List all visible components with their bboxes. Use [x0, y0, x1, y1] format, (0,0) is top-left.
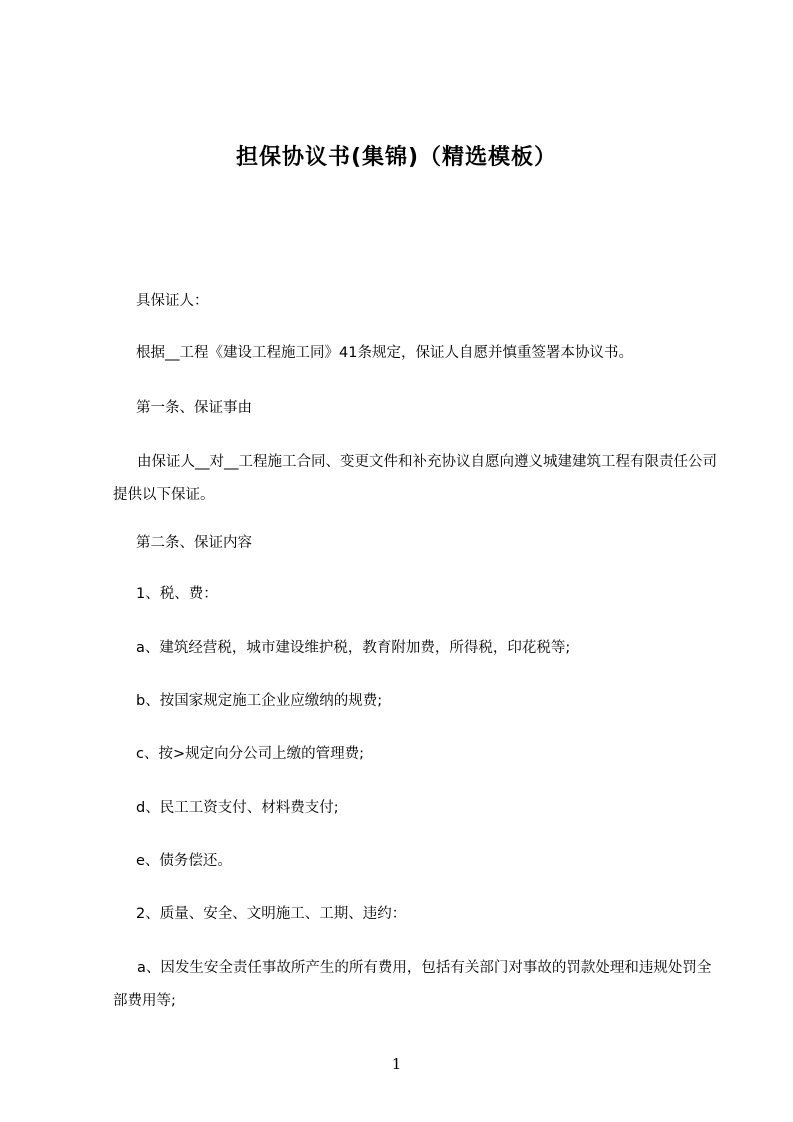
paragraph-guarantor: 具保证人： [136, 293, 209, 309]
heading-article-2: 第二条、保证内容 [136, 535, 252, 551]
list-item-a-accident-costs: a、因发生安全责任事故所产生的所有费用，包括有关部门对事故的罚款处理和违规处罚全部费用等; [113, 960, 712, 1009]
list-item-b-fees: b、按国家规定施工企业应缴纳的规费; [136, 693, 383, 709]
page-number: 1 [391, 1055, 402, 1073]
list-item-taxes-fees: 1、税、费： [136, 586, 218, 602]
list-item-quality-safety: 2、质量、安全、文明施工、工期、违约： [136, 906, 407, 922]
heading-article-1: 第一条、保证事由 [136, 400, 252, 416]
paragraph-basis: 根据__工程《建设工程施工同》41条规定，保证人自愿并慎重签署本协议书。 [136, 345, 633, 361]
paragraph-article-1-body: 由保证人__对__工程施工合同、变更文件和补充协议自愿向遵义城建建筑工程有限责任公司提供以下保证。 [113, 454, 717, 503]
document-title: 担保协议书(集锦)（精选模板） [235, 145, 558, 170]
list-item-c-management-fee: c、按>规定向分公司上缴的管理费; [136, 746, 365, 762]
list-item-e-debt: e、债务偿还。 [136, 853, 232, 869]
list-item-d-wages: d、民工工资支付、材料费支付; [136, 800, 339, 816]
list-item-a-taxes: a、建筑经营税，城市建设维护税，教育附加费，所得税，印花税等; [136, 640, 571, 656]
